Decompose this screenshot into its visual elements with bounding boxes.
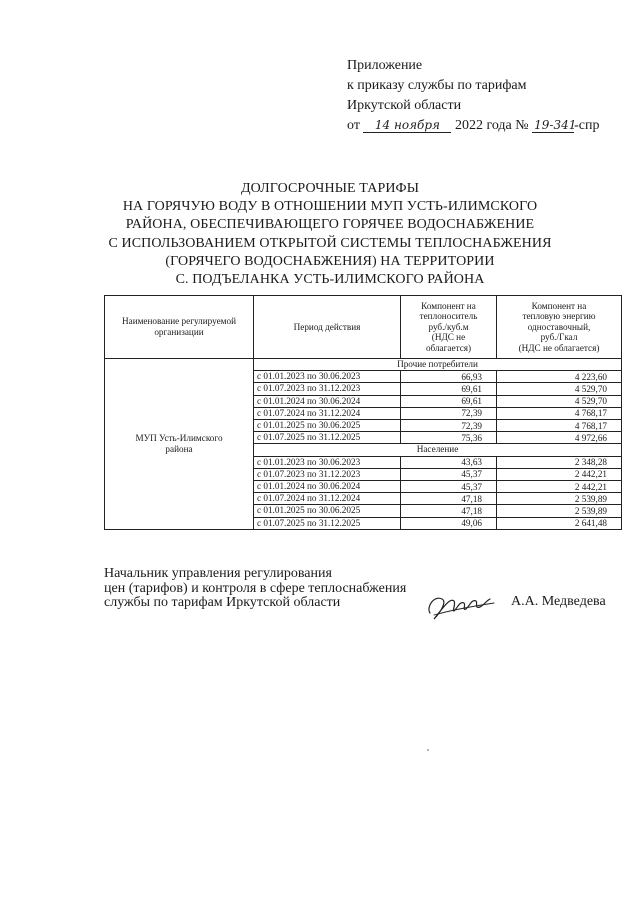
appendix-date-line <box>347 116 600 136</box>
coolant-cell: 47,18 <box>401 493 497 505</box>
coolant-cell: 75,36 <box>401 432 497 444</box>
period-cell: с 01.07.2023 по 31.12.2023 <box>254 468 401 480</box>
ot-label: от <box>347 118 360 133</box>
header-energy-line: Компонент на <box>531 300 587 311</box>
header-energy-line: одноставочный, <box>527 321 591 332</box>
handwritten-number: 19-341 <box>534 118 577 132</box>
header-org <box>105 296 254 359</box>
header-org-line: Наименование регулируемой <box>121 316 236 327</box>
title-line: (ГОРЯЧЕГО ВОДОСНАБЖЕНИЯ) НА ТЕРРИТОРИИ <box>165 253 495 269</box>
tariffs-table <box>104 295 622 530</box>
header-coolant-line: облагается) <box>425 342 472 353</box>
energy-cell: 4 529,70 <box>497 383 622 395</box>
header-energy-line: руб./Гкал <box>540 332 578 343</box>
org-name-line: района <box>165 443 193 454</box>
header-coolant-line: (НДС не <box>431 332 466 343</box>
period-cell: с 01.07.2023 по 31.12.2023 <box>254 383 401 395</box>
signatory-title <box>104 567 406 611</box>
period-cell: с 01.01.2025 по 30.06.2025 <box>254 505 401 517</box>
energy-cell: 2 641,48 <box>497 517 622 529</box>
energy-cell: 2 539,89 <box>497 505 622 517</box>
period-cell: с 01.07.2024 по 31.12.2024 <box>254 493 401 505</box>
header-coolant <box>401 296 497 359</box>
appendix-line-3: Иркутской области <box>347 98 462 113</box>
title-line: С ИСПОЛЬЗОВАНИЕМ ОТКРЫТОЙ СИСТЕМЫ ТЕПЛОСНАБЖЕНИЯ <box>108 235 552 251</box>
energy-cell: 2 442,21 <box>497 481 622 493</box>
title-line: С. ПОДЪЕЛАНКА УСТЬ-ИЛИМСКОГО РАЙОНА <box>175 272 485 288</box>
coolant-cell: 69,61 <box>401 395 497 407</box>
coolant-cell: 69,61 <box>401 383 497 395</box>
period-cell: с 01.07.2025 по 31.12.2025 <box>254 517 401 529</box>
group-row <box>105 359 622 371</box>
header-energy-line: тепловую энергию <box>522 311 596 322</box>
period-cell: с 01.07.2025 по 31.12.2025 <box>254 432 401 444</box>
header-period: Период действия <box>254 296 401 359</box>
signatory-line: цен (тарифов) и контроля в сфере теплоснабжения <box>104 580 407 596</box>
period-cell: с 01.01.2025 по 30.06.2025 <box>254 420 401 432</box>
coolant-cell: 72,39 <box>401 407 497 419</box>
header-coolant-line: руб./куб.м <box>428 321 469 332</box>
coolant-cell: 45,37 <box>401 468 497 480</box>
appendix-block <box>347 56 600 136</box>
coolant-cell: 47,18 <box>401 505 497 517</box>
header-energy-line: (НДС не облагается) <box>518 342 600 353</box>
title-line: НА ГОРЯЧУЮ ВОДУ В ОТНОШЕНИИ МУП УСТЬ-ИЛИМСКОГО <box>122 199 538 215</box>
group-label: Прочие потребители <box>254 359 622 371</box>
table-header-row <box>105 296 622 359</box>
header-org-line: организации <box>154 327 204 337</box>
energy-cell: 2 442,21 <box>497 468 622 480</box>
org-name-cell <box>105 359 254 530</box>
header-coolant-line: Компонент на <box>421 300 476 311</box>
period-cell: с 01.01.2023 по 30.06.2023 <box>254 371 401 383</box>
energy-cell: 4 223,60 <box>497 371 622 383</box>
energy-cell: 2 539,89 <box>497 493 622 505</box>
group-label: Население <box>254 444 622 456</box>
year-label: 2022 года № <box>454 118 529 133</box>
energy-cell: 4 529,70 <box>497 395 622 407</box>
coolant-cell: 49,06 <box>401 517 497 529</box>
signatory-line: службы по тарифам Иркутской области <box>104 595 341 610</box>
period-cell: с 01.01.2024 по 30.06.2024 <box>254 395 401 407</box>
energy-cell: 4 768,17 <box>497 420 622 432</box>
coolant-cell: 43,63 <box>401 456 497 468</box>
signer-name: А.А. Медведева <box>511 594 606 609</box>
number-suffix: -спр <box>574 118 600 133</box>
signatory-line: Начальник управления регулирования <box>104 566 332 581</box>
coolant-cell: 45,37 <box>401 481 497 493</box>
period-cell: с 01.01.2023 по 30.06.2023 <box>254 456 401 468</box>
handwritten-signature <box>424 585 504 625</box>
header-coolant-line: теплоноситель <box>419 311 478 322</box>
title-line: РАЙОНА, ОБЕСПЕЧИВАЮЩЕГО ГОРЯЧЕЕ ВОДОСНАБЖЕНИЕ <box>125 217 535 233</box>
title-line: ДОЛГОСРОЧНЫЕ ТАРИФЫ <box>240 181 420 196</box>
handwritten-date: 14 ноября <box>363 118 451 133</box>
document-title <box>80 180 580 289</box>
scan-speck <box>427 749 429 751</box>
energy-cell: 2 348,28 <box>497 456 622 468</box>
appendix-line-2: к приказу службы по тарифам <box>347 78 527 93</box>
coolant-cell: 72,39 <box>401 420 497 432</box>
header-energy <box>497 296 622 359</box>
energy-cell: 4 768,17 <box>497 407 622 419</box>
appendix-line-1: Приложение <box>347 58 423 73</box>
period-cell: с 01.07.2024 по 31.12.2024 <box>254 407 401 419</box>
org-name-line: МУП Усть-Илимского <box>135 432 223 443</box>
period-cell: с 01.01.2024 по 30.06.2024 <box>254 481 401 493</box>
coolant-cell: 66,93 <box>401 371 497 383</box>
energy-cell: 4 972,66 <box>497 432 622 444</box>
